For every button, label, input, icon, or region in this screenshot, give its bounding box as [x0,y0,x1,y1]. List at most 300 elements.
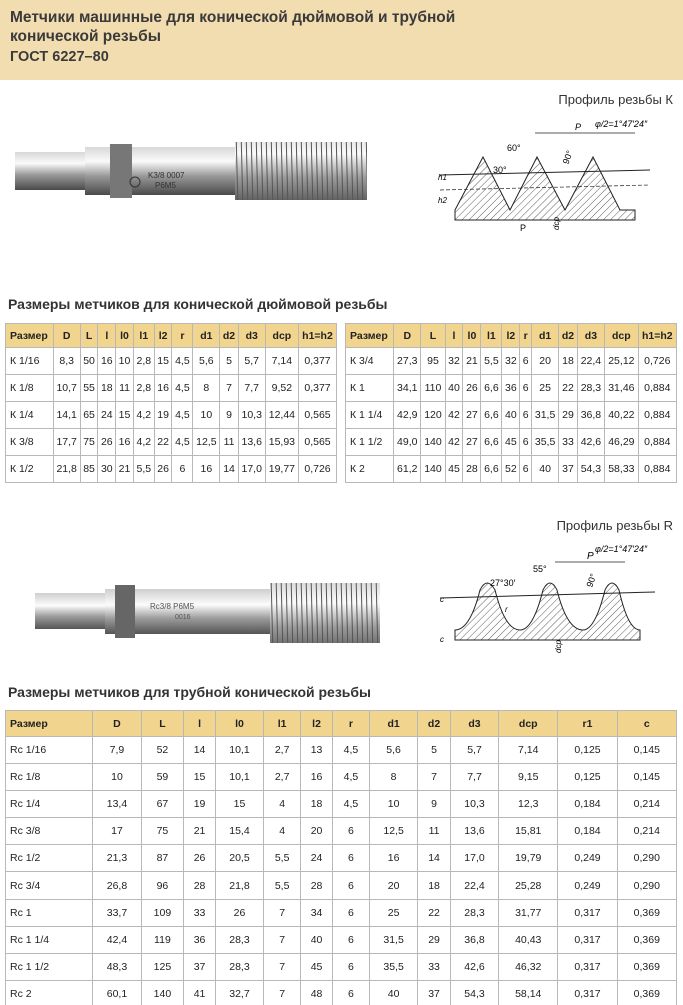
profile-k-diagram [425,115,675,235]
table-cell: 19 [184,791,216,818]
table-cell: 6 [520,402,532,429]
row-size-cell: К 1/8 [6,375,54,402]
column-header: l0 [463,324,481,348]
profile-k-half-angle: φ/2=1°47′24″ [595,119,648,129]
table-cell: 5,5 [133,456,154,483]
row-size-cell: Rc 1/2 [6,845,93,872]
table-cell: 29 [418,926,451,953]
table-cell: 5,6 [193,348,220,375]
table-cell: 96 [141,872,184,899]
table-cell: 0,884 [638,402,676,429]
table-cell: 6 [332,980,369,1005]
table-cell: 36,8 [450,926,498,953]
table-cell: 25,28 [499,872,558,899]
table-cell: 140 [421,429,445,456]
table-cell: 8 [193,375,220,402]
profile-k-dcp: dcp [552,217,561,230]
table-cell: 75 [141,818,184,845]
table-cell: 65 [80,402,98,429]
table-cell: 6,6 [481,456,502,483]
table-cell: 25 [370,899,418,926]
table-cell: 7 [220,375,238,402]
table-cell: 6 [332,818,369,845]
table-cell: 95 [421,348,445,375]
profile-k-angle-60: 60° [507,143,521,153]
table-cell: 55 [80,375,98,402]
column-header: dcp [265,324,298,348]
row-size-cell: Rc 3/4 [6,872,93,899]
tap-r-marking-line2: 0016 [175,614,191,621]
table-cell: 16 [116,429,134,456]
table-cell: 54,3 [450,980,498,1005]
column-header: Размер [6,711,93,737]
table-cell: 8,3 [53,348,80,375]
column-header: l [445,324,463,348]
table-cell: 49,0 [394,429,421,456]
table-cell: 0,249 [558,845,617,872]
row-size-cell: Rc 1 [6,899,93,926]
table-cell: 40 [301,926,333,953]
table-cell: 27 [463,402,481,429]
table-cell: 7 [264,953,301,980]
table-cell: 52 [141,737,184,764]
table-cell: 6 [332,953,369,980]
table-cell: 4,2 [133,429,154,456]
table-cell: 35,5 [531,429,558,456]
column-header: l1 [264,711,301,737]
column-header: d2 [220,324,238,348]
table-cell: 19 [154,402,172,429]
table-cell: 0,290 [617,872,676,899]
table-cell: 6 [520,375,532,402]
table-cell: 5,5 [264,845,301,872]
row-size-cell: К 3/8 [6,429,54,456]
table-cell: 46,29 [605,429,639,456]
column-header: r [172,324,193,348]
table-cell: 37 [559,456,578,483]
table-cell: 14 [220,456,238,483]
profile-k-angle-30: 30° [493,165,507,175]
table-cell: 2,7 [264,764,301,791]
table-cell: 22,4 [450,872,498,899]
table-row [6,818,677,845]
table-cell: 18 [559,348,578,375]
table-cell: 4,5 [332,764,369,791]
table-cell: 45 [502,429,520,456]
table-cell: 0,317 [558,980,617,1005]
table-cell: 32 [502,348,520,375]
table-cell: 0,884 [638,375,676,402]
table-cell: 0,214 [617,818,676,845]
profile-r-pitch-label: P [587,551,594,562]
table-cell: 36 [502,375,520,402]
table-cell: 24 [98,402,116,429]
table-cell: 15,81 [499,818,558,845]
table-cell: 14 [418,845,451,872]
profile-k-angle-90: 90° [560,149,575,166]
table-cell: 41 [184,980,216,1005]
table-row [6,926,677,953]
table-cell: 31,77 [499,899,558,926]
profile-r-diagram [425,540,675,660]
table-cell: 26 [463,375,481,402]
profile-r-c-bottom: c [440,635,444,644]
profile-r-label: Профиль резьбы R [556,518,673,533]
gost-standard: ГОСТ 6227–80 [10,49,109,65]
table-cell: 33 [184,899,216,926]
tap-k-image [10,130,375,210]
table-cell: 10 [193,402,220,429]
table-k-title: Размеры метчиков для конической дюймовой резьбы [8,296,388,312]
table-cell: 20 [531,348,558,375]
table-cell: 59 [141,764,184,791]
profile-r-radius: r [505,605,508,614]
table-cell: 16 [98,348,116,375]
table-cell: 33,7 [93,899,141,926]
table-row [346,456,677,483]
column-header: c [617,711,676,737]
table-cell: 9,52 [265,375,298,402]
table-header [6,324,337,348]
row-size-cell: Rc 1/4 [6,791,93,818]
table-cell: 0,125 [558,737,617,764]
table-cell: 13 [301,737,333,764]
table-row [6,953,677,980]
table-cell: 4,5 [172,375,193,402]
table-row [346,429,677,456]
table-cell: 0,884 [638,429,676,456]
column-header: h1=h2 [638,324,676,348]
table-cell: 0,369 [617,899,676,926]
table-cell: 120 [421,402,445,429]
table-cell: 6,6 [481,402,502,429]
table-cell: 7 [264,899,301,926]
table-cell: 33 [559,429,578,456]
table-cell: 5,7 [450,737,498,764]
table-cell: 14,1 [53,402,80,429]
table-cell: 4,5 [172,402,193,429]
table-cell: 27,3 [394,348,421,375]
table-cell: 36 [184,926,216,953]
table-cell: 6 [332,872,369,899]
table-cell: 28 [184,872,216,899]
table-cell: 15 [116,402,134,429]
column-header: d3 [238,324,265,348]
table-cell: 0,369 [617,926,676,953]
table-cell: 67 [141,791,184,818]
table-cell: 8 [370,764,418,791]
table-cell: 35,5 [370,953,418,980]
table-cell: 20 [370,872,418,899]
table-cell: 21,3 [93,845,141,872]
table-cell: 0,290 [617,845,676,872]
table-cell: 26,8 [93,872,141,899]
table-cell: 37 [418,980,451,1005]
table-cell: 18 [418,872,451,899]
column-header: l2 [154,324,172,348]
table-cell: 26 [215,899,263,926]
profile-r-angle-90: 90° [584,572,599,589]
profile-r-c-top: c [440,595,444,604]
column-header: l0 [215,711,263,737]
table-row [346,348,677,375]
table-cell: 10,1 [215,737,263,764]
page-title: Метчики машинные для конической дюймовой и трубной конической резьбы [10,9,456,45]
table-cell: 22,4 [577,348,604,375]
table-cell: 85 [80,456,98,483]
table-cell: 6 [520,456,532,483]
table-header [346,324,677,348]
row-size-cell: Rc 2 [6,980,93,1005]
table-cell: 21 [116,456,134,483]
table-cell: 32,7 [215,980,263,1005]
table-row [6,791,677,818]
table-cell: 34 [301,899,333,926]
profile-k-h1: h1 [438,173,447,182]
table-cell: 4 [264,791,301,818]
table-cell: 6 [332,845,369,872]
row-size-cell: К 1 [346,375,394,402]
table-cell: 28,3 [450,899,498,926]
table-cell: 75 [80,429,98,456]
table-cell: 12,3 [499,791,558,818]
table-cell: 7,7 [238,375,265,402]
tap-k-marking-line2: P6M5 [155,181,176,190]
column-header: r1 [558,711,617,737]
profile-r-angle-2730: 27°30′ [490,578,516,588]
column-header: D [394,324,421,348]
table-cell: 13,6 [450,818,498,845]
table-cell: 15 [184,764,216,791]
table-cell: 37 [184,953,216,980]
table-cell: 14 [184,737,216,764]
table-cell: 16 [301,764,333,791]
table-cell: 16 [193,456,220,483]
table-cell: 42,6 [577,429,604,456]
column-header: h1=h2 [299,324,337,348]
table-row [6,429,337,456]
column-header: Размер [6,324,54,348]
table-cell: 10,3 [450,791,498,818]
column-header: d1 [531,324,558,348]
table-cell: 34,1 [394,375,421,402]
table-cell: 0,726 [299,456,337,483]
table-cell: 26 [184,845,216,872]
table-cell: 18 [98,375,116,402]
table-cell: 6,6 [481,429,502,456]
table-cell: 21,8 [53,456,80,483]
profile-r-dcp: dcp [554,640,563,653]
table-cell: 0,884 [638,456,676,483]
table-cell: 109 [141,899,184,926]
profile-r-half-angle: φ/2=1°47′24″ [595,544,648,554]
table-cell: 0,184 [558,791,617,818]
table-cell: 4 [264,818,301,845]
table-row [346,375,677,402]
column-header: l1 [481,324,502,348]
table-cell: 5 [418,737,451,764]
column-header: dcp [499,711,558,737]
table-cell: 28,3 [215,953,263,980]
table-cell: 6 [332,899,369,926]
profile-r-angle-55: 55° [533,564,547,574]
column-header: D [93,711,141,737]
table-cell: 0,565 [299,402,337,429]
table-cell: 0,726 [638,348,676,375]
column-header: L [80,324,98,348]
table-cell: 4,5 [172,429,193,456]
row-size-cell: К 1/4 [6,402,54,429]
table-cell: 26 [98,429,116,456]
table-cell: 26 [154,456,172,483]
table-cell: 30 [98,456,116,483]
table-cell: 19,77 [265,456,298,483]
table-cell: 22 [154,429,172,456]
table-cell: 45 [445,456,463,483]
table-cell: 31,5 [531,402,558,429]
table-cell: 0,377 [299,348,337,375]
table-cell: 40 [370,980,418,1005]
table-cell: 6 [332,926,369,953]
column-header: r [520,324,532,348]
row-size-cell: К 1/2 [6,456,54,483]
table-cell: 9,15 [499,764,558,791]
table-cell: 42,4 [93,926,141,953]
table-row [6,872,677,899]
table-cell: 21 [463,348,481,375]
table-cell: 6 [520,429,532,456]
table-k-left [5,323,337,483]
table-cell: 11 [418,818,451,845]
row-size-cell: Rc 1/8 [6,764,93,791]
table-cell: 2,8 [133,375,154,402]
table-cell: 0,125 [558,764,617,791]
column-header: l [98,324,116,348]
table-row [6,375,337,402]
column-header: l [184,711,216,737]
table-cell: 0,317 [558,953,617,980]
table-cell: 40,43 [499,926,558,953]
column-header: d1 [193,324,220,348]
table-cell: 0,369 [617,953,676,980]
row-size-cell: Rc 1/16 [6,737,93,764]
table-cell: 60,1 [93,980,141,1005]
table-cell: 5,5 [481,348,502,375]
column-header: l2 [502,324,520,348]
column-header: d2 [418,711,451,737]
column-header: r [332,711,369,737]
table-cell: 13,6 [238,429,265,456]
table-cell: 4,5 [172,348,193,375]
table-cell: 140 [421,456,445,483]
table-cell: 19,79 [499,845,558,872]
table-cell: 4,5 [332,737,369,764]
column-header: d2 [559,324,578,348]
column-header: L [421,324,445,348]
table-cell: 119 [141,926,184,953]
table-cell: 10 [116,348,134,375]
table-cell: 10 [93,764,141,791]
row-size-cell: К 1 1/4 [346,402,394,429]
tap-r-marking-line1: Rc3/8 P6M5 [150,602,195,611]
table-cell: 5,5 [264,872,301,899]
table-cell: 7,7 [450,764,498,791]
table-row [6,980,677,1005]
table-cell: 4,2 [133,402,154,429]
table-cell: 15 [154,348,172,375]
table-cell: 17,0 [238,456,265,483]
table-cell: 0,145 [617,737,676,764]
table-cell: 13,4 [93,791,141,818]
table-r-title: Размеры метчиков для трубной конической резьбы [8,684,372,700]
table-row [6,456,337,483]
table-cell: 7 [418,764,451,791]
column-header: dcp [605,324,639,348]
table-cell: 40 [445,375,463,402]
table-header [6,711,677,737]
table-cell: 12,5 [370,818,418,845]
table-cell: 7,14 [265,348,298,375]
table-cell: 29 [559,402,578,429]
table-cell: 17 [93,818,141,845]
column-header: Размер [346,324,394,348]
column-header: l1 [133,324,154,348]
table-cell: 7,9 [93,737,141,764]
table-cell: 31,5 [370,926,418,953]
table-cell: 2,8 [133,348,154,375]
table-cell: 21 [184,818,216,845]
table-cell: 32 [445,348,463,375]
table-cell: 48 [301,980,333,1005]
table-cell: 87 [141,845,184,872]
row-size-cell: Rc 1 1/2 [6,953,93,980]
table-cell: 0,369 [617,980,676,1005]
table-cell: 10,3 [238,402,265,429]
table-cell: 11 [116,375,134,402]
table-cell: 6 [520,348,532,375]
table-cell: 40,22 [605,402,639,429]
profile-k-p-bottom: P [520,223,527,233]
table-row [6,402,337,429]
profile-k-label: Профиль резьбы К [558,92,673,107]
table-cell: 28 [301,872,333,899]
row-size-cell: К 1/16 [6,348,54,375]
table-cell: 5,7 [238,348,265,375]
column-header: d1 [370,711,418,737]
table-cell: 125 [141,953,184,980]
column-header: l2 [301,711,333,737]
table-cell: 54,3 [577,456,604,483]
table-cell: 16 [154,375,172,402]
table-cell: 0,565 [299,429,337,456]
row-size-cell: К 3/4 [346,348,394,375]
table-cell: 42 [445,402,463,429]
profile-k-h2: h2 [438,196,447,205]
table-cell: 46,32 [499,953,558,980]
table-cell: 42 [445,429,463,456]
table-row [6,764,677,791]
tap-r-image [30,575,385,650]
tap-k-marking-line1: K3/8 0007 [148,171,185,180]
table-cell: 10 [370,791,418,818]
table-cell: 6 [172,456,193,483]
table-cell: 22 [559,375,578,402]
table-cell: 27 [463,429,481,456]
table-cell: 9 [220,402,238,429]
table-cell: 22 [418,899,451,926]
table-cell: 15,93 [265,429,298,456]
table-cell: 7 [264,926,301,953]
